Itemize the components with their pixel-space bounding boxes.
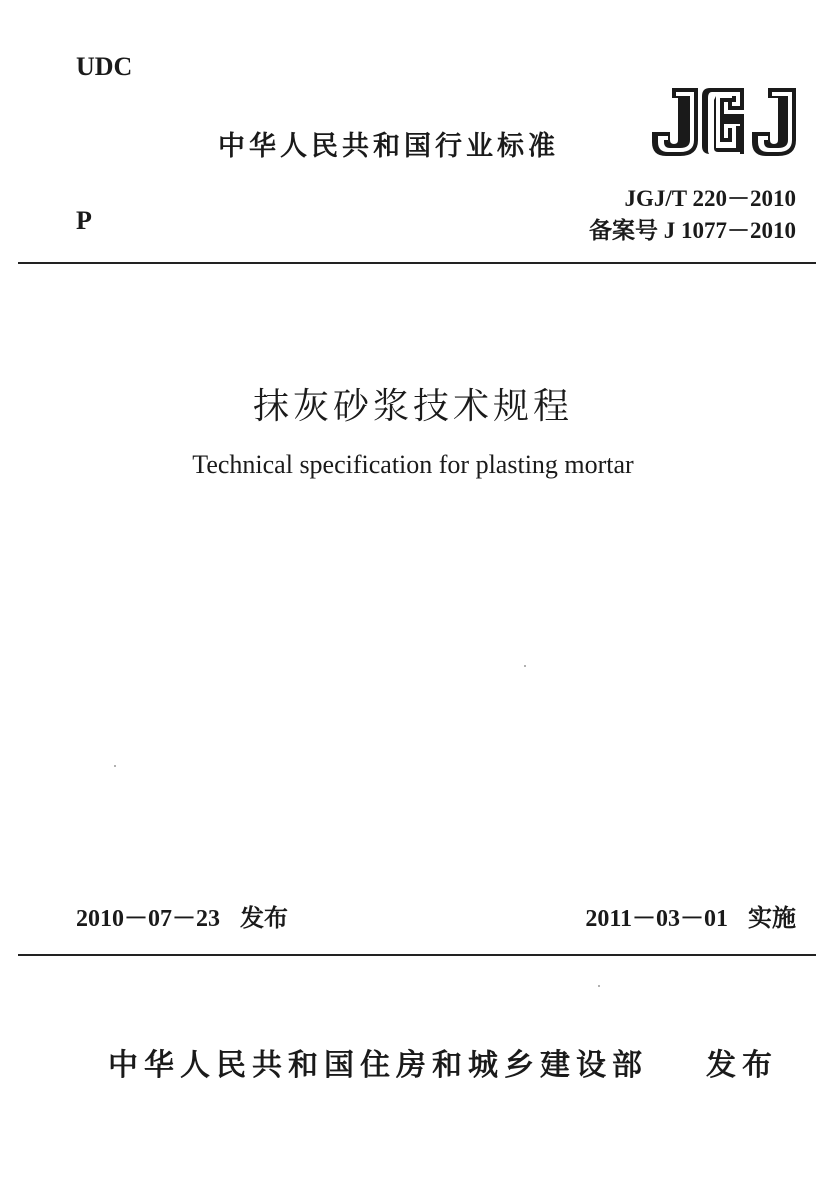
issue-date-line: [76, 898, 288, 933]
logo-letter-j-right: [752, 88, 796, 156]
category-label: P: [76, 206, 92, 235]
implementation-date: 2011－03－01: [585, 906, 728, 932]
top-divider: [18, 262, 816, 264]
standard-number: JGJ/T 220－2010: [624, 186, 796, 211]
implementation-label: 实施: [748, 904, 796, 932]
standard-type: 中华人民共和国行业标准: [218, 131, 559, 162]
logo-letter-g: [702, 88, 744, 156]
logo-letter-j-left: [652, 88, 698, 156]
udc-label: UDC: [76, 52, 133, 81]
scan-speck: [598, 985, 600, 987]
publisher: 中华人民共和国住房和城乡建设部: [108, 1048, 648, 1083]
scan-speck: [524, 665, 526, 667]
bottom-divider: [18, 954, 816, 956]
jgj-logo: [650, 84, 800, 160]
implementation-date-line: [585, 898, 796, 933]
title-chinese: 抹灰砂浆技术规程: [252, 386, 573, 427]
title-english: Technical specification for plasting mortar: [192, 450, 634, 479]
issue-date: 2010－07－23: [76, 906, 220, 932]
scan-speck: [114, 765, 116, 767]
publisher-suffix: 发布: [706, 1048, 778, 1083]
record-number: 备案号 J 1077－2010: [589, 218, 796, 243]
issue-label: 发布: [240, 904, 288, 932]
